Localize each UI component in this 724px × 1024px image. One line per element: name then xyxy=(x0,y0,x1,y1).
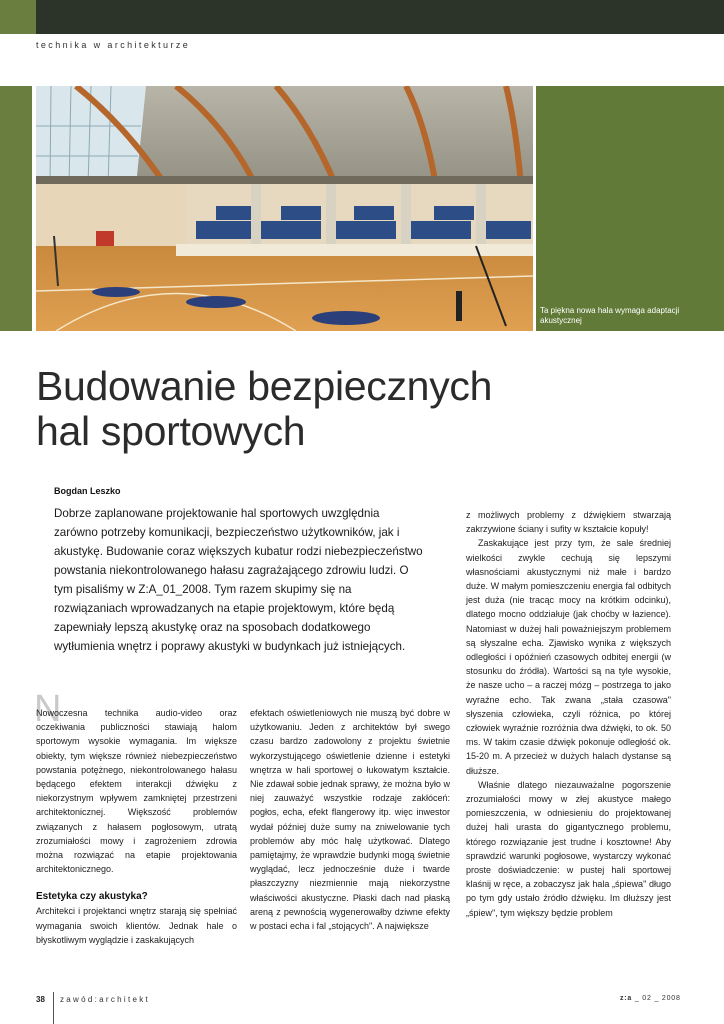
issue-brand: z:a xyxy=(620,995,633,1002)
photo-caption: Ta piękna nowa hala wymaga adaptacji akustycznej xyxy=(540,306,680,325)
magazine-name: zawód:architekt xyxy=(60,995,151,1004)
article-lead: Dobrze zaplanowane projektowanie hal sportowych uwzględnia zarówno potrzeby komunikacji, bezpieczeństwo użytkowników, jak i akustykę. Budowanie coraz większych kubatur rodzi niebezpieczeństwo powstania niekontrolowanego hałasu zagrażającego zdrowiu ludzi. O tym pisaliśmy w Z:A_01_2008. Tym razem skupimy się na rozwiązaniach wprowadzanych na etapie projektowym, które będą zapewniały lepszą akustykę oraz na sposobach dodatkowego wytłumienia wnętrz i poprawy akustyki w budynkach już istniejących. xyxy=(54,507,423,653)
body-column-1 xyxy=(36,706,237,947)
caption-panel xyxy=(536,86,724,331)
body-paragraph: Nowoczesna technika audio-video oraz oczekiwania publiczności stawiają halom sportowym wysokie wymagania. Im większe obiekty, tym większe również niebezpieczeństwo powstania potężnego, niekontrolowanego hałasu będącego efektem interakcji dźwięku z niekorzystnym wpływem zamkniętej przestrzeni architektonicznej. Większość problemów związanych z hałasem pogłosowym, utratą zrozumiałości mowy i zagrożeniem zdrowia można rozwiązać na etapie projektowania architektonicznego. xyxy=(36,708,237,875)
drop-cap: N xyxy=(34,688,62,730)
header-accent-bar xyxy=(0,0,36,34)
issue-number: _ 02 _ 2008 xyxy=(632,995,681,1002)
header-dark-bar xyxy=(36,0,724,34)
footer-divider xyxy=(53,992,54,1024)
article-title-line-1: Budowanie bezpiecznych xyxy=(36,363,493,409)
body-column-2 xyxy=(250,706,450,933)
issue-label xyxy=(620,995,681,1002)
body-column-3 xyxy=(466,508,671,920)
page-number: 38 xyxy=(36,995,45,1004)
side-accent-bar xyxy=(0,86,32,331)
body-paragraph: z możliwych problemy z dźwiękiem stwarzają zakrzywione ściany i sufity w kształcie kopuły! xyxy=(466,510,671,535)
article-author: Bogdan Leszko xyxy=(54,486,121,496)
body-paragraph: Właśnie dlatego niezauważalne pogorszenie zrozumiałości mowy w złej akustyce małego pomieszczenia, w odniesieniu do projektowanej dużej hali urasta do gigantycznego problemu, którego rozwiązanie jest trudne i kosztowne! Aby sprawdzić warunki pogłosowe, wystarczy wykonać proste doświadczenie: w pustej hali sportowej klaśnij w ręce, a zobaczysz jak hala „śpiewa" długo po tym gdy ustało źródło dźwięku. Im dłuższy jest „śpiew", tym większy będzie problem xyxy=(466,779,671,918)
article-title xyxy=(36,364,636,454)
body-paragraph: Zaskakujące jest przy tym, że sale średniej wielkości zwykle cechują się lepszymi własnościami akustycznymi niż małe i bardzo duże. W małym pomieszczeniu energia fal odbitych jest duża (nie tracąc mocy na krótkim odcinku), dlatego mocno oddziałuje (jak choćby w łazience). Natomiast w dużej hali poważniejszym problemem są słyszalne echa. Zjawisko wynika z większych odległości i opóźnień czasowych odbitej energii (w stosunku do źródła). Wartości są na tyle wysokie, że nasze ucho – a raczej mózg – postrzega to jako wyraźne echo. Tak zwana „stała czasowa" słyszenia człowieka, czyli różnica, po której człowiek wyraźnie rozróżnia dwa dźwięki, to ok. 50 ms. W takim czasie dźwięk pokonuje odległość ok. 15-20 m. A przecież w dużych halach dystanse są dłuższe. xyxy=(466,538,671,776)
section-label: technika w architekturze xyxy=(36,40,191,50)
article-title-line-2: hal sportowych xyxy=(36,408,306,454)
body-paragraph: Architekci i projektanci wnętrz starają się spełniać wymagania swoich klientów. Jednak hale o błyskotliwym wyglądzie i zaskakujących xyxy=(36,906,237,945)
hero-photo xyxy=(36,86,533,331)
body-paragraph: efektach oświetleniowych nie muszą być dobre w użytkowaniu. Jeden z architektów był swego czasu bardzo zadowolony z projektu świetnie wykorzystującego oświetlenie dzienne i estetyki wnętrza w hali sportowej o łukowatym kształcie. Nie zdawał sobie jednak sprawy, że można było w niej zauważyć wszystkie rodzaje zakłóceń: pogłos, echa, efekt flangerowy itp. więc inwestor wydał później duże sumy na zniwelowanie tych problemów aby móc halę użytkować. Dlatego pamiętajmy, że wprawdzie budynki mogą świetnie wyglądać, lecz jednocześnie duże i twarde płaszczyzny niezmiennie mają niekorzystne właściwości akustyczne. Płaski dach nad płaską areną z pewnością wygenerowałby dziwne efekty w postaci echa i fal „stojących". A największe xyxy=(250,708,450,932)
section-subheading: Estetyka czy akustyka? xyxy=(36,891,148,903)
